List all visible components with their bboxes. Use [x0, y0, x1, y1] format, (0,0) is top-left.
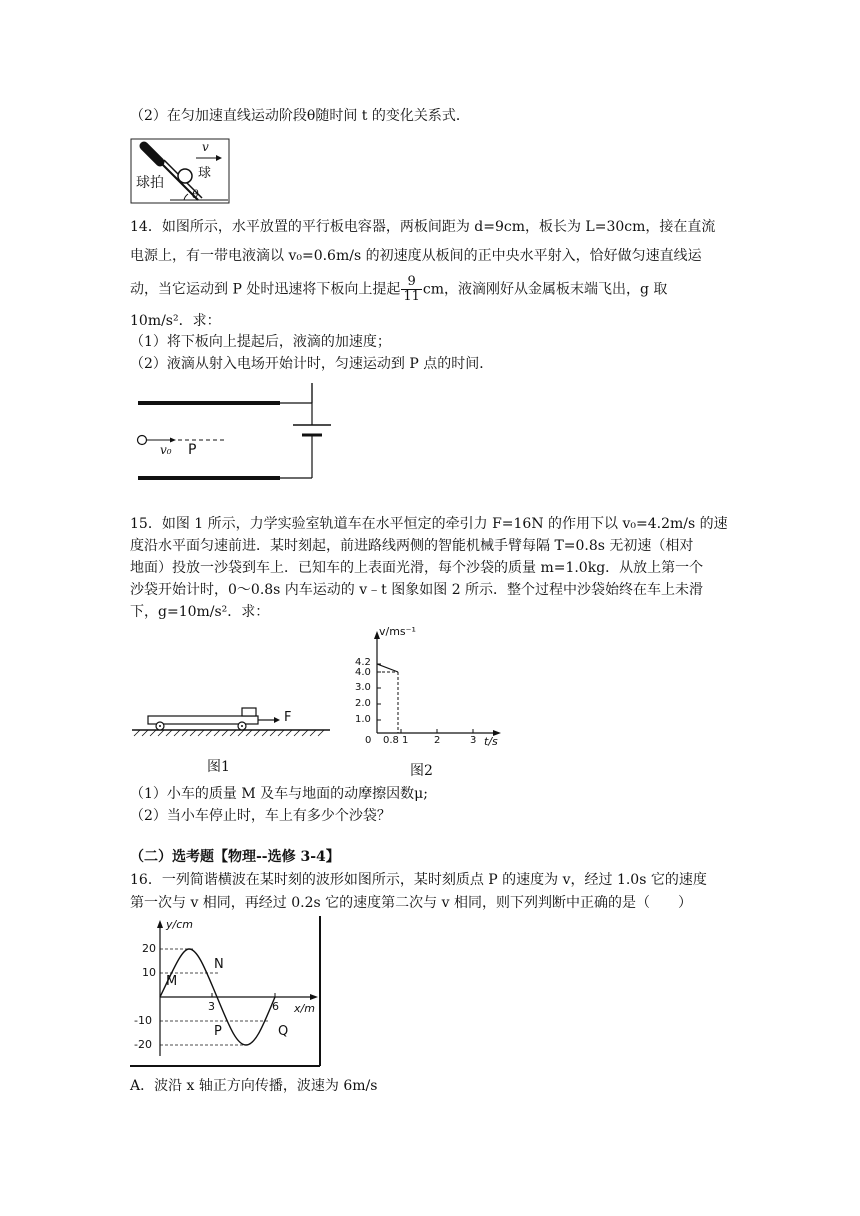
wave-ytick: -10	[134, 1014, 152, 1027]
q16-line2: 第一次与 v 相同，再经过 0.2s 它的速度第二次与 v 相同，则下列判断中正确的是（ ）	[130, 895, 692, 911]
racket-label: 球拍	[136, 175, 164, 191]
wave-xtick: 3	[208, 1000, 215, 1013]
fraction-9-11: $\frac{9}{11}$	[403, 274, 420, 304]
q15-line1: 15．如图 1 所示，力学实验室轨道车在水平恒定的牵引力 F=16N 的作用下以 v₀=4.2m/s 的速	[130, 516, 728, 532]
section-heading: （二）选考题【物理--选修 3-4】	[130, 849, 340, 865]
q15-line4: 沙袋开始计时，0～0.8s 内车运动的 v﹣t 图象如图 2 所示．整个过程中沙袋始终在车上未滑	[130, 582, 704, 598]
q15-line3: 地面）投放一沙袋到车上．已知车的上表面光滑，每个沙袋的质量 m=1.0kg．从放上第一个	[130, 560, 704, 576]
q13-part2: （2）在匀加速直线运动阶段θ随时间 t 的变化关系式．	[130, 108, 470, 124]
q14-sub2: （2）液滴从射入电场开始计时，匀速运动到 P 点的时间．	[130, 356, 494, 372]
wave-figure	[130, 916, 325, 1068]
q13-racket-figure	[130, 138, 230, 204]
vt-ytick: 1.0	[355, 714, 371, 725]
point-m-label: M	[166, 974, 178, 989]
q14-line3: 动，当它运动到 P 处时迅速将下板向上提起 $\frac{9}{11}$ cm，液滴刚好从金属板末端飞出，g 取	[130, 274, 668, 304]
q15-sub2: （2）当小车停止时，车上有多少个沙袋？	[130, 808, 391, 824]
vt-ytick: 2.0	[355, 698, 371, 709]
wave-xtick: 6	[272, 1000, 279, 1013]
vt-origin: 0	[365, 735, 372, 746]
vt-xtick: 2	[434, 735, 441, 746]
wave-ytick: 10	[142, 966, 156, 979]
fig2-caption: 图2	[410, 763, 433, 779]
q15-line5: 下，g=10m/s²．求：	[130, 604, 270, 620]
q14-line2: 电源上，有一带电液滴以 v₀=0.6m/s 的初速度从板间的正中央水平射入，恰好做匀速直线运	[130, 248, 702, 264]
vt-xtick: 3	[470, 735, 477, 746]
q16-line1: 16．一列简谐横波在某时刻的波形如图所示，某时刻质点 P 的速度为 v，经过 1.0s 它的速度	[130, 872, 707, 888]
vt-ytick: 4.0	[355, 667, 371, 678]
q16-option-a: A．波沿 x 轴正方向传播，波速为 6m/s	[130, 1078, 378, 1094]
theta-label: θ	[192, 188, 199, 201]
point-p-label: P	[188, 442, 197, 458]
wave-ytick: -20	[134, 1038, 152, 1051]
point-n-label: N	[214, 957, 224, 972]
vt-ylabel: v/ms⁻¹	[379, 625, 416, 638]
force-label: F	[284, 710, 292, 725]
point-q-label: Q	[278, 1024, 289, 1039]
vt-graph-figure	[355, 625, 505, 755]
q15-sub1: （1）小车的质量 M 及车与地面的动摩擦因数μ;	[130, 786, 428, 802]
vt-xtick: 1	[402, 735, 409, 746]
q14-sub1: （1）将下板向上提起后，液滴的加速度；	[130, 334, 391, 350]
wave-xlabel: x/m	[294, 1002, 315, 1015]
ball-label: 球	[198, 166, 212, 181]
track-car-figure	[130, 698, 340, 742]
velocity-label: v	[202, 140, 209, 154]
q14-line4: 10m/s²．求：	[130, 313, 221, 329]
vt-xtick: 0.8	[383, 735, 399, 746]
q14-line1: 14．如图所示，水平放置的平行板电容器，两板间距为 d=9cm，板长为 L=30cm，接在直流	[130, 219, 716, 235]
q15-line2: 度沿水平面匀速前进．某时刻起，前进路线两侧的智能机械手臂每隔 T=0.8s 无初速（相对	[130, 538, 694, 554]
v0-label: v₀	[160, 443, 172, 457]
vt-ytick: 3.0	[355, 682, 371, 693]
vt-xlabel: t/s	[484, 735, 498, 748]
capacitor-circuit-figure	[130, 383, 345, 493]
wave-ylabel: y/cm	[166, 918, 193, 931]
fig1-caption: 图1	[207, 759, 230, 775]
point-p-label: P	[214, 1024, 222, 1039]
wave-ytick: 20	[142, 942, 156, 955]
vt-ytick: 4.2	[355, 657, 371, 668]
